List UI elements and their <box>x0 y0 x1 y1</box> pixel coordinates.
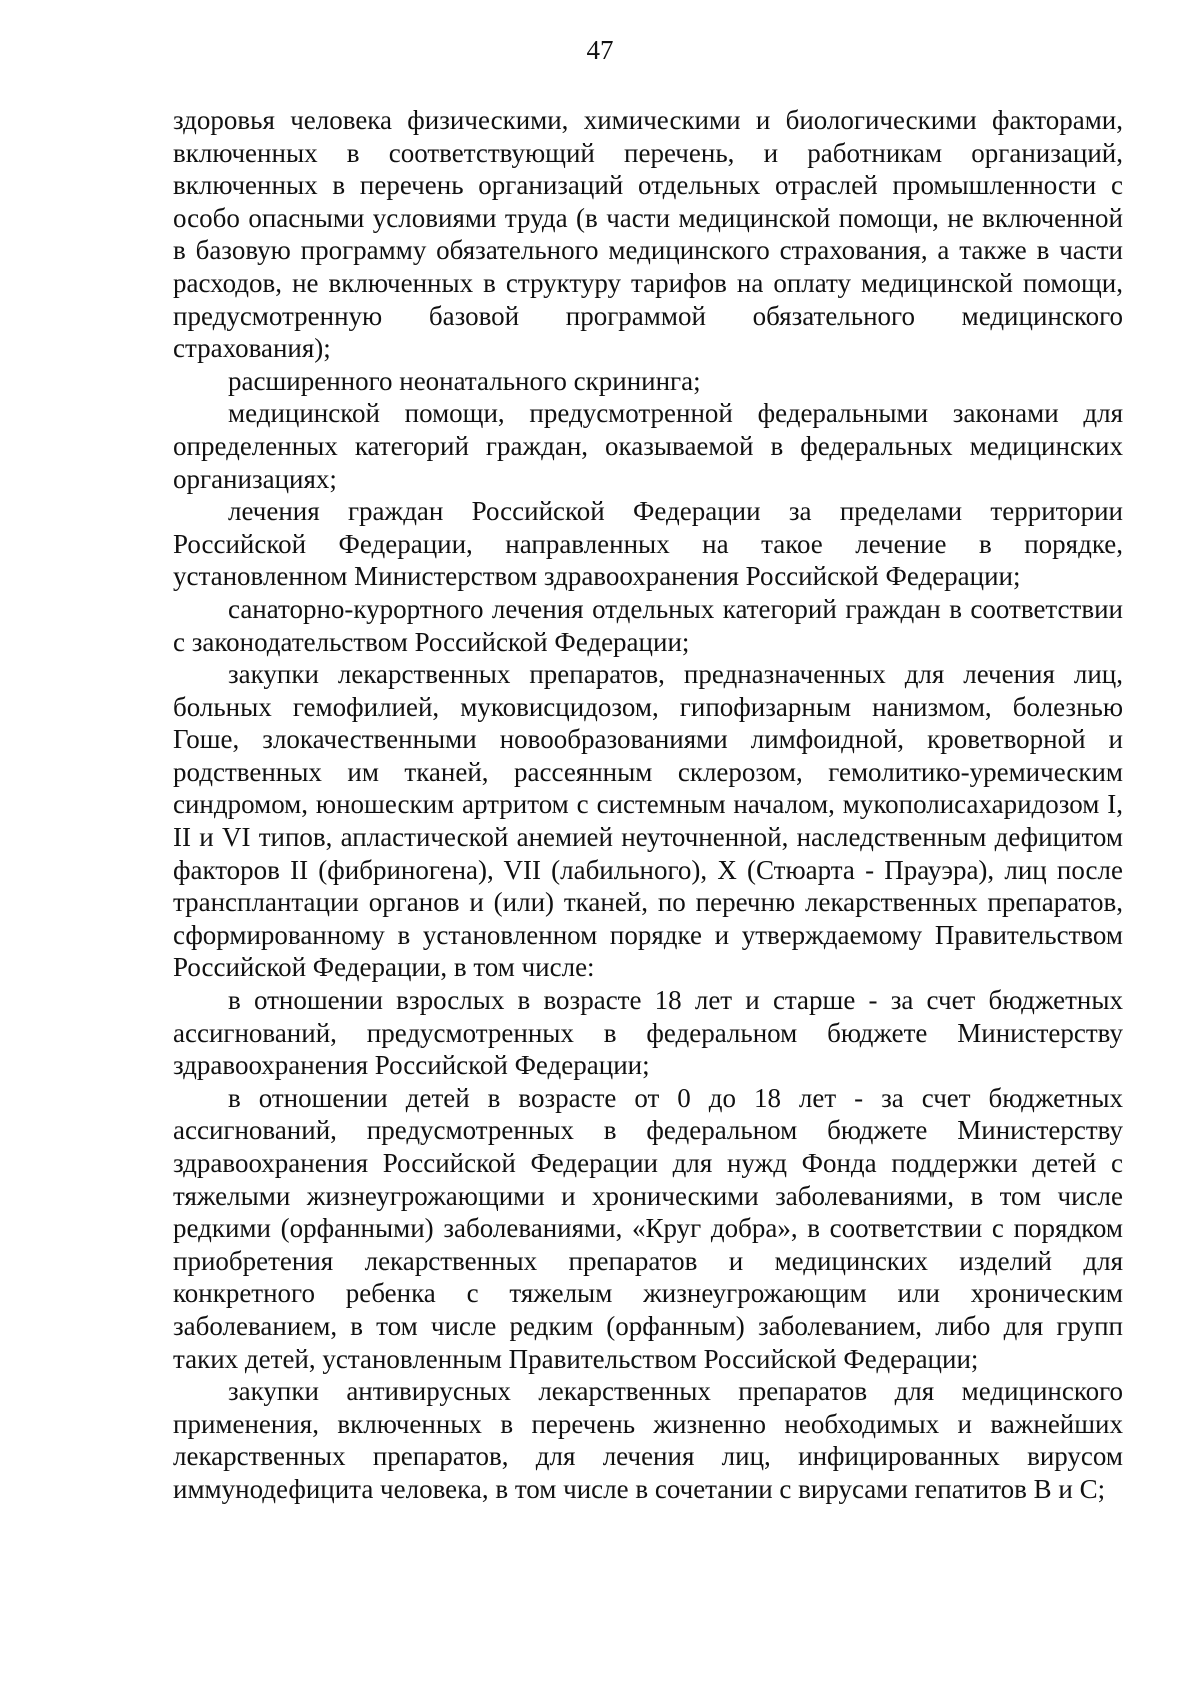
page-number: 47 <box>586 35 614 65</box>
paragraph-adults-funding: в отношении взрослых в возрасте 18 лет и старше - за счет бюджетных ассигнований, предусмотренных в федеральном бюджете Министерству здравоохранения Российской Федерации; <box>173 985 1123 1081</box>
paragraph-children-funding: в отношении детей в возрасте от 0 до 18 лет - за счет бюджетных ассигнований, предусмотренных в федеральном бюджете Министерству здравоохранения Российской Федерации для нужд Фонда поддержки детей с тяжелыми жизнеугрожающими и хроническими заболеваниями, в том числе редкими (орфанными) заболеваниями, «Круг добра», в соответствии с порядком приобретения лекарственных препаратов и медицинских изделий для конкретного ребенка с тяжелым жизнеугрожающим или хроническим заболеванием, в том числе редким (орфанным) заболеванием, либо для групп таких детей, установленным Правительством Российской Федерации; <box>173 1082 1123 1374</box>
paragraph-treatment-abroad: лечения граждан Российской Федерации за пределами территории Российской Федерации, направленных на такое лечение в порядке, установленном Министерством здравоохранения Российской Федерации; <box>173 496 1123 592</box>
paragraph-drug-procurement: закупки лекарственных препаратов, предназначенных для лечения лиц, больных гемофилией, муковисцидозом, гипофизарным нанизмом, болезнью Гоше, злокачественными новообразованиями лимфоидной, кроветворной и родственных им тканей, рассеянным склерозом, гемолитико-уремическим синдромом, юношеским артритом с системным началом, мукополисахаридозом I, II и VI типов, апластической анемией неуточненной, наследственным дефицитом факторов II (фибриногена), VII (лабильного), X (Стюарта - Прауэра), лиц после трансплантации органов и (или) тканей, по перечню лекарственных препаратов, сформированному в установленном порядке и утверждаемому Правительством Российской Федерации, в том числе: <box>173 659 1123 983</box>
paragraph-federal-medical-care: медицинской помощи, предусмотренной федеральными законами для определенных категорий граждан, оказываемой в федеральных медицинских организациях; <box>173 398 1123 494</box>
document-body <box>173 104 1123 1506</box>
paragraph-sanatorium-treatment: санаторно-курортного лечения отдельных категорий граждан в соответствии с законодательством Российской Федерации; <box>173 593 1123 657</box>
paragraph-antiviral-procurement: закупки антивирусных лекарственных препаратов для медицинского применения, включенных в перечень жизненно необходимых и важнейших лекарственных препаратов, для лечения лиц, инфицированных вирусом иммунодефицита человека, в том числе в сочетании с вирусами гепатитов B и C; <box>173 1376 1123 1504</box>
paragraph-continuation: здоровья человека физическими, химическими и биологическими факторами, включенных в соответствующий перечень, и работникам организаций, включенных в перечень организаций отдельных отраслей промышленности с особо опасными условиями труда (в части медицинской помощи, не включенной в базовую программу обязательного медицинского страхования, а также в части расходов, не включенных в структуру тарифов на оплату медицинской помощи, предусмотренную базовой программой обязательного медицинского страхования); <box>173 105 1123 364</box>
paragraph-neonatal-screening: расширенного неонатального скрининга; <box>228 365 701 396</box>
